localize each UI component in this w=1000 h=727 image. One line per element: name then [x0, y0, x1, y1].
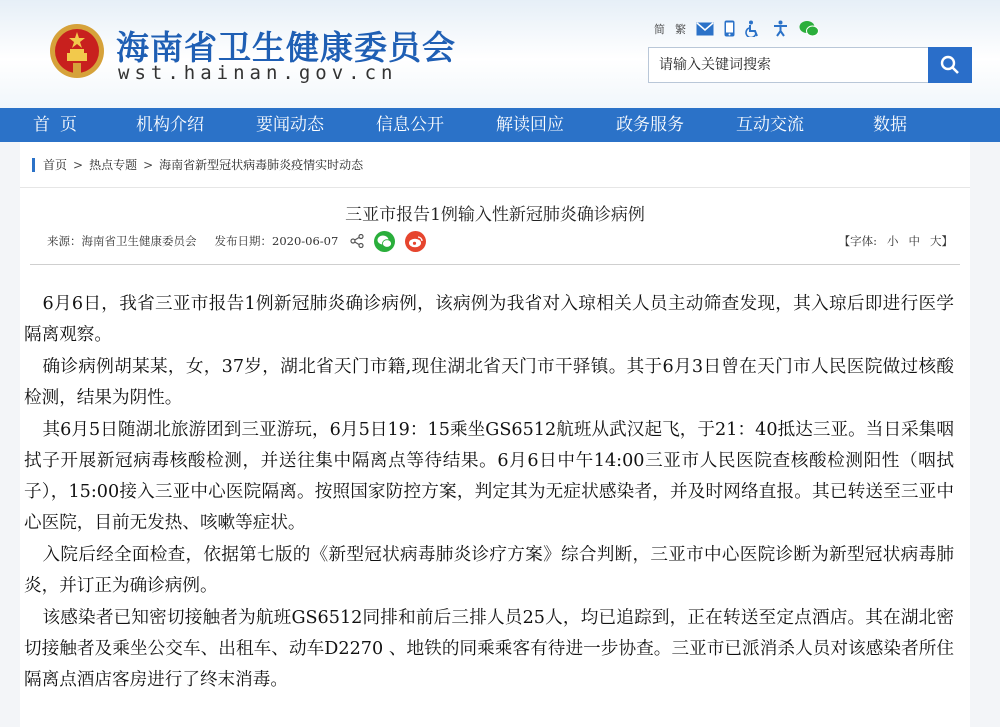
search-input[interactable] [648, 47, 928, 83]
search-button[interactable] [928, 47, 972, 83]
font-size-controls [839, 233, 953, 249]
traditional-chinese-link[interactable]: 繁 [675, 22, 686, 36]
search-box [648, 47, 972, 83]
elderly-mode-icon[interactable] [745, 20, 762, 37]
share-wechat-button[interactable] [374, 231, 395, 252]
article-paragraph: 入院后经全面检查，依据第七版的《新型冠状病毒肺炎诊疗方案》综合判断，三亚市中心医院诊断为新型冠状病毒肺炎，并订正为确诊病例。 [24, 545, 954, 596]
nav-institutions[interactable]: 机构介绍 [136, 115, 204, 135]
nav-home[interactable]: 首页 [33, 115, 87, 135]
article-meta [47, 226, 953, 256]
article-paragraph: 6月6日，我省三亚市报告1例新冠肺炎确诊病例，该病例为我省对入琼相关人员主动筛查发现，其入琼后即进行医学隔离观察。 [24, 294, 954, 345]
site-header [0, 0, 1000, 108]
top-tools [654, 20, 819, 37]
wechat-icon [377, 235, 392, 248]
nav-news[interactable]: 要闻动态 [256, 115, 324, 135]
site-url: wst.hainan.gov.cn [118, 62, 398, 84]
mobile-icon[interactable] [724, 20, 735, 37]
accessibility-icon[interactable] [772, 20, 789, 37]
nav-government-services[interactable]: 政务服务 [616, 115, 684, 135]
site-title: 海南省卫生健康委员会 [116, 28, 456, 67]
article-title: 三亚市报告1例输入性新冠肺炎确诊病例 [345, 205, 645, 225]
breadcrumb-hot-topics[interactable]: 热点专题 [89, 158, 138, 172]
article-paragraph: 该感染者已知密切接触者为航班GS6512同排和前后三排人员25人，均已追踪到，正在转送至定点酒店。其在湖北密切接触者及乘坐公交车、出租车、动车D2270 、地铁的同乘乘客有待进一步协查。三亚市已派消杀人员对该感染者所住隔离点酒店客房进行了终末消毒。 [24, 608, 954, 690]
article [20, 188, 970, 727]
breadcrumb [20, 142, 970, 188]
email-icon[interactable] [696, 22, 714, 36]
font-size-medium[interactable]: 中 [908, 234, 920, 248]
share-weibo-button[interactable] [405, 231, 426, 252]
article-paragraph: 确诊病例胡某某，女，37岁，湖北省天门市籍,现住湖北省天门市干驿镇。其于6月3日曾在天门市人民医院做过核酸检测，结果为阴性。 [24, 357, 954, 408]
nav-interaction[interactable]: 互动交流 [736, 115, 804, 135]
article-paragraph: 其6月5日随湖北旅游团到三亚游玩，6月5日19：15乘坐GS6512航班从武汉起飞，于21：40抵达三亚。当日采集咽拭子开展新冠病毒核酸检测，并送往集中隔离点等待结果。6月6日中午14:00三亚市人民医院查核酸检测阳性（咽拭子），15:00接入三亚中心医院隔离。按照国家防控方案，判定其为无症状感染者，并及时网络直报。其已转送至三亚中心医院，目前无发热、咳嗽等症状。 [24, 420, 954, 533]
breadcrumb-home[interactable]: 首页 [43, 158, 68, 172]
nav-info-disclosure[interactable]: 信息公开 [376, 115, 444, 135]
nav-interpretation[interactable]: 解读回应 [496, 115, 564, 135]
national-emblem-icon [48, 20, 106, 82]
article-date: 发布日期：2020-06-07 [214, 234, 339, 248]
breadcrumb-marker [32, 158, 35, 172]
breadcrumb-current[interactable]: 海南省新型冠状病毒肺炎疫情实时动态 [159, 158, 364, 172]
share-icon[interactable] [350, 234, 364, 248]
main-nav [0, 108, 1000, 142]
article-body [24, 289, 954, 697]
font-size-small[interactable]: 小 [887, 234, 899, 248]
breadcrumb-separator: > [143, 157, 154, 172]
weibo-icon [408, 235, 423, 248]
nav-data[interactable]: 数据 [873, 115, 907, 135]
font-size-label: 【字体: [838, 234, 877, 248]
simplified-chinese-link[interactable]: 简 [654, 22, 665, 36]
wechat-icon[interactable] [799, 20, 819, 37]
search-icon [940, 55, 960, 75]
font-size-large[interactable]: 大】 [930, 234, 953, 248]
breadcrumb-separator: > [73, 157, 84, 172]
article-source: 来源：海南省卫生健康委员会 [47, 234, 197, 248]
meta-divider [30, 264, 960, 265]
